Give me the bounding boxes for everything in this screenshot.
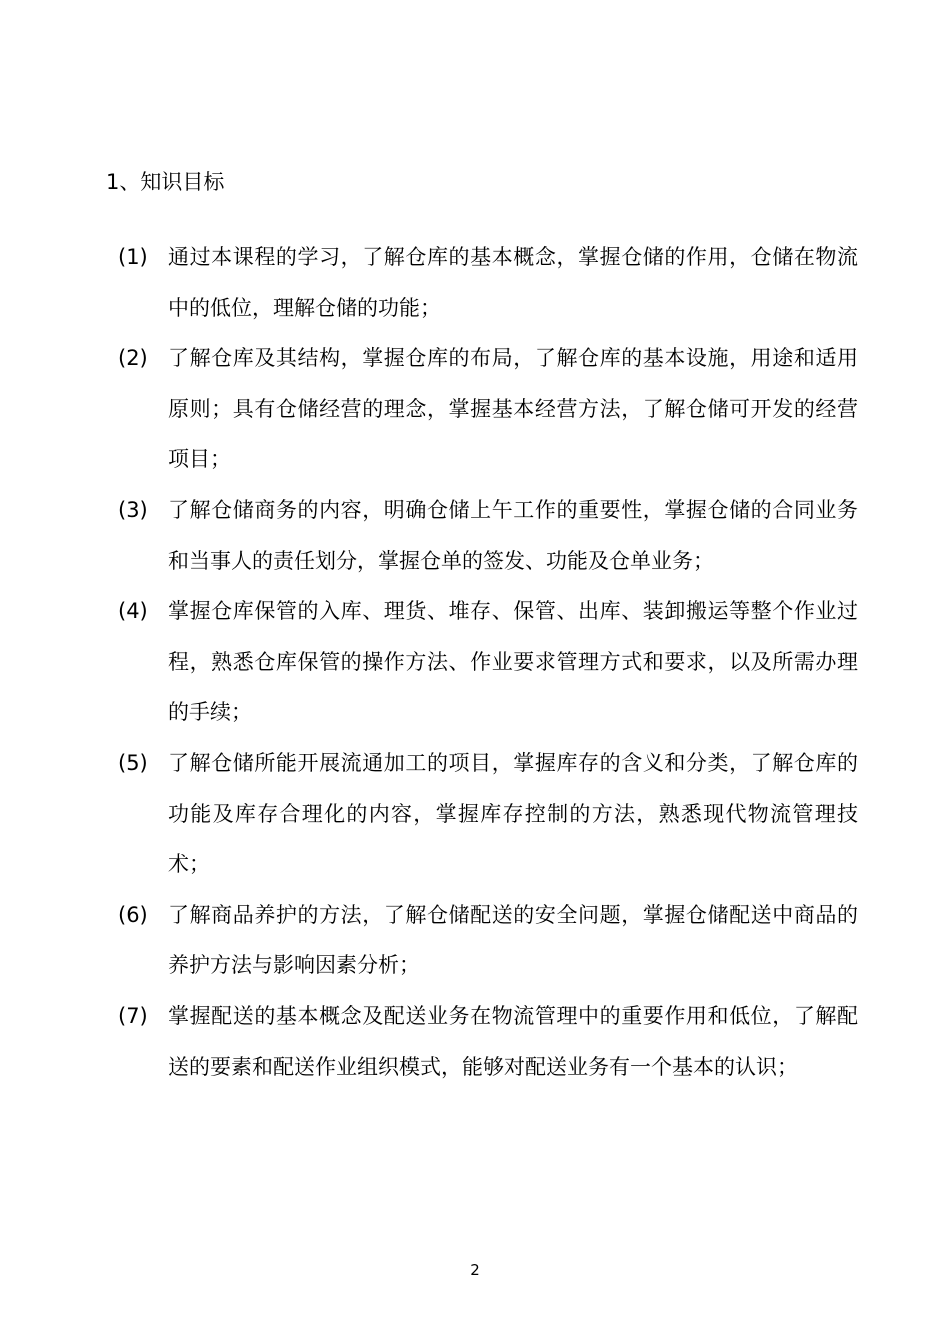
objectives-list [118,232,858,1092]
list-item-text: 了解仓库及其结构，掌握仓库的布局，了解仓库的基本设施，用途和适用原则；具有仓储经营的理念，掌握基本经营方法，了解仓储可开发的经营项目； [168,346,858,472]
list-item-number: (2) [118,346,148,371]
list-item [118,333,858,485]
list-item [118,738,858,890]
list-item [118,586,858,738]
list-item-text: 了解商品养护的方法，了解仓储配送的安全问题，掌握仓储配送中商品的养护方法与影响因素分析； [168,902,858,978]
list-item [118,232,858,333]
list-item [118,991,858,1092]
list-item-number: (1) [118,245,148,269]
list-item [118,890,858,991]
list-item-text: 通过本课程的学习，了解仓库的基本概念，掌握仓储的作用，仓储在物流中的低位，理解仓储的功能； [168,245,858,320]
list-item-number: (5) [118,750,148,775]
list-item-text: 掌握配送的基本概念及配送业务在物流管理中的重要作用和低位，了解配送的要素和配送作业组织模式，能够对配送业务有一个基本的认识； [168,1003,858,1079]
list-item-number: (4) [118,599,148,624]
list-item-text: 了解仓储商务的内容，明确仓储上午工作的重要性，掌握仓储的合同业务和当事人的责任划分，掌握仓单的签发、功能及仓单业务； [168,497,858,573]
list-item [118,485,858,586]
list-item-number: (7) [118,1003,148,1028]
list-item-text: 了解仓储所能开展流通加工的项目，掌握库存的含义和分类，了解仓库的功能及库存合理化的内容，掌握库存控制的方法，熟悉现代物流管理技术； [168,750,858,877]
page-number: 2 [470,1261,480,1279]
list-item-text: 掌握仓库保管的入库、理货、堆存、保管、出库、装卸搬运等整个作业过程，熟悉仓库保管的操作方法、作业要求管理方式和要求，以及所需办理的手续； [168,599,858,725]
list-item-number: (3) [118,497,148,522]
section-heading: 1、知识目标 [106,170,225,194]
list-item-number: (6) [118,902,148,927]
